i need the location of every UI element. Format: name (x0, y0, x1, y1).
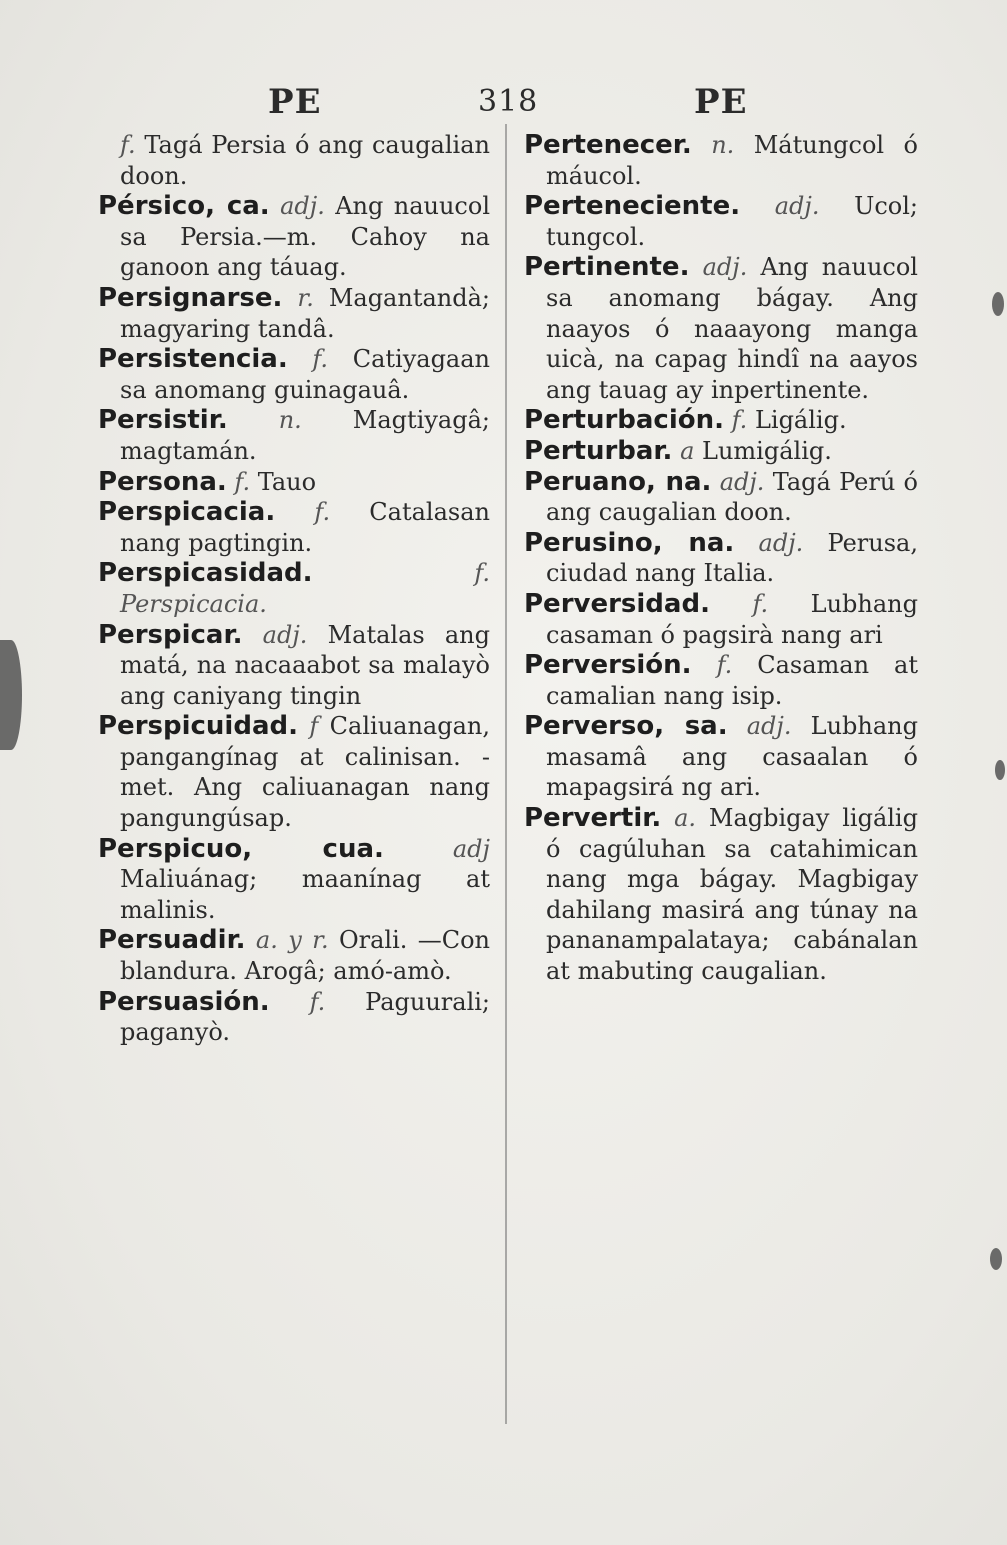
dictionary-entry (98, 130, 490, 191)
grammar-label: adj. (758, 528, 804, 557)
entry-headword: Perspicar. (98, 619, 243, 650)
dictionary-entry (524, 405, 918, 436)
entry-headword: Perturbación. (524, 405, 725, 436)
entry-headword: Pertenecer. (524, 130, 692, 160)
entry-definition: Ligálig. (754, 406, 847, 435)
grammar-label: f. (312, 345, 329, 374)
entry-headword: Peruano, na. (524, 466, 712, 497)
entry-headword: Persistir. (98, 405, 228, 436)
dictionary-entry (524, 650, 918, 711)
grammar-label: adj. (746, 712, 792, 741)
dictionary-entry (98, 405, 490, 466)
dictionary-entry (98, 834, 490, 926)
entry-headword: Pérsico, ca. (98, 191, 270, 222)
entry-definition: Lumigálig. (702, 436, 832, 465)
binding-mark (0, 640, 22, 750)
grammar-label: f. (474, 559, 490, 588)
grammar-label: f. (752, 589, 769, 618)
entry-headword: Pertinente. (524, 252, 690, 283)
grammar-label: adj. (719, 467, 765, 496)
entry-headword: Persistencia. (98, 344, 288, 375)
left-column (98, 130, 490, 1048)
grammar-label: n. (711, 131, 735, 159)
entry-headword: Perspicuidad. (98, 711, 298, 742)
right-column (524, 130, 918, 987)
dictionary-entry (524, 528, 918, 589)
dictionary-entry (524, 467, 918, 528)
grammar-label: n. (278, 406, 302, 435)
entry-definition: Paguurali; paganyò. (120, 987, 490, 1047)
entry-definition: Magantandà; magyaring tandâ. (120, 283, 490, 343)
grammar-label: f. (731, 406, 748, 435)
entry-definition: Mátungcol ó máucol. (546, 131, 918, 190)
dictionary-entry (98, 925, 490, 986)
edge-speck (992, 292, 1004, 316)
entry-definition: Caliuanagan, pangangínag at calinisan. - met. Ang caliuanagan nang pangungúsap. (120, 712, 490, 833)
entry-definition: Catalasan nang pagtingin. (120, 498, 490, 557)
entry-headword: Perturbar. (524, 435, 673, 466)
dictionary-entry (524, 803, 918, 987)
grammar-label: f. (716, 651, 733, 680)
column-divider (505, 124, 507, 1424)
entry-definition: Perspicacia. (120, 589, 267, 618)
dictionary-entry (98, 283, 490, 344)
running-head-right: PE (694, 82, 748, 122)
grammar-label: adj. (280, 192, 325, 221)
dictionary-entry (98, 191, 490, 283)
dictionary-entry (98, 344, 490, 405)
entry-headword: Perversión. (524, 650, 692, 681)
dictionary-entry (524, 191, 918, 252)
entry-definition: Tagá Perú ó ang caugalian doon. (546, 467, 918, 527)
dictionary-entry (98, 711, 490, 833)
dictionary-entry (524, 589, 918, 650)
entry-definition: Matalas ang matá, na nacaaabot sa malayò ang caniyang tingin (120, 620, 490, 710)
dictionary-entry (98, 620, 490, 712)
grammar-label: f. (309, 987, 326, 1016)
entry-definition: Catiyagaan sa anomang guinagauâ. (120, 345, 490, 404)
grammar-label: a. y r. (255, 926, 329, 955)
entry-headword: Pervertir. (524, 803, 662, 834)
entry-definition: Lubhang casaman ó pagsirà nang ari (546, 589, 918, 649)
entry-headword: Perversidad. (524, 588, 710, 619)
dictionary-entry (524, 436, 918, 467)
entry-definition: Perusa, ciudad nang Italia. (546, 528, 918, 588)
entry-definition: Magbigay ligálig ó cagúluhan sa catahimican nang mga bágay. Magbigay dahilang masirá ang túnay na pananampalataya; cabánalan at mabuting caugalian. (546, 804, 918, 986)
edge-speck (995, 760, 1005, 780)
dictionary-entry (98, 558, 490, 619)
dictionary-entry (98, 497, 490, 558)
entry-definition: Magtiyagâ; magtamán. (120, 406, 490, 465)
entry-definition: Lubhang masamâ ang casaalan ó mapagsirá ng ari. (546, 712, 918, 802)
entry-headword: Perspicuo, cua. (98, 833, 384, 864)
dictionary-entry (524, 130, 918, 191)
entry-definition: Tagá Persia ó ang caugalian doon. (120, 131, 490, 190)
grammar-label: f (309, 712, 319, 741)
grammar-label: adj. (262, 620, 308, 649)
grammar-label: adj. (774, 192, 820, 221)
entry-definition: Ang nauucol sa Persia.—m. Cahoy na ganoon ang táuag. (120, 192, 490, 282)
entry-definition: Orali. —Con blandura. Arogâ; amó-amò. (120, 926, 490, 986)
dictionary-entry (524, 711, 918, 803)
entry-headword: Persuadir. (98, 925, 246, 956)
entry-definition: Ang nauucol sa anomang bágay. Ang naayos ó naaayong manga uicà, na capag hindî na aayos ang tauag ay inpertinente. (546, 253, 918, 404)
entry-definition: Casaman at camalian nang isip. (546, 651, 918, 710)
entry-headword: Perverso, sa. (524, 711, 728, 742)
entry-definition: Ucol; tungcol. (546, 192, 918, 251)
grammar-label: f. (234, 467, 251, 496)
entry-headword: Persuasión. (98, 986, 270, 1017)
entry-headword: Perteneciente. (524, 191, 741, 222)
dictionary-entry (98, 987, 490, 1048)
grammar-label: f. (120, 131, 136, 159)
entry-headword: Persignarse. (98, 282, 283, 313)
entry-definition: Tauo (257, 467, 317, 496)
dictionary-entry (524, 252, 918, 405)
grammar-label: a. (674, 804, 697, 833)
page-number: 318 (478, 84, 539, 119)
grammar-label: f. (314, 498, 331, 527)
entry-definition: Maliuánag; maanínag at malinis. (120, 865, 490, 924)
grammar-label: r. (297, 283, 314, 312)
edge-speck (990, 1248, 1002, 1270)
grammar-label: a (680, 436, 695, 465)
entry-headword: Perspicasidad. (98, 558, 313, 589)
grammar-label: adj. (702, 253, 748, 282)
running-head-left: PE (268, 82, 322, 122)
entry-headword: Perspicacia. (98, 497, 276, 528)
dictionary-entry (98, 467, 490, 498)
entry-headword: Persona. (98, 466, 227, 497)
entry-headword: Perusino, na. (524, 527, 735, 558)
grammar-label: adj (452, 834, 490, 863)
